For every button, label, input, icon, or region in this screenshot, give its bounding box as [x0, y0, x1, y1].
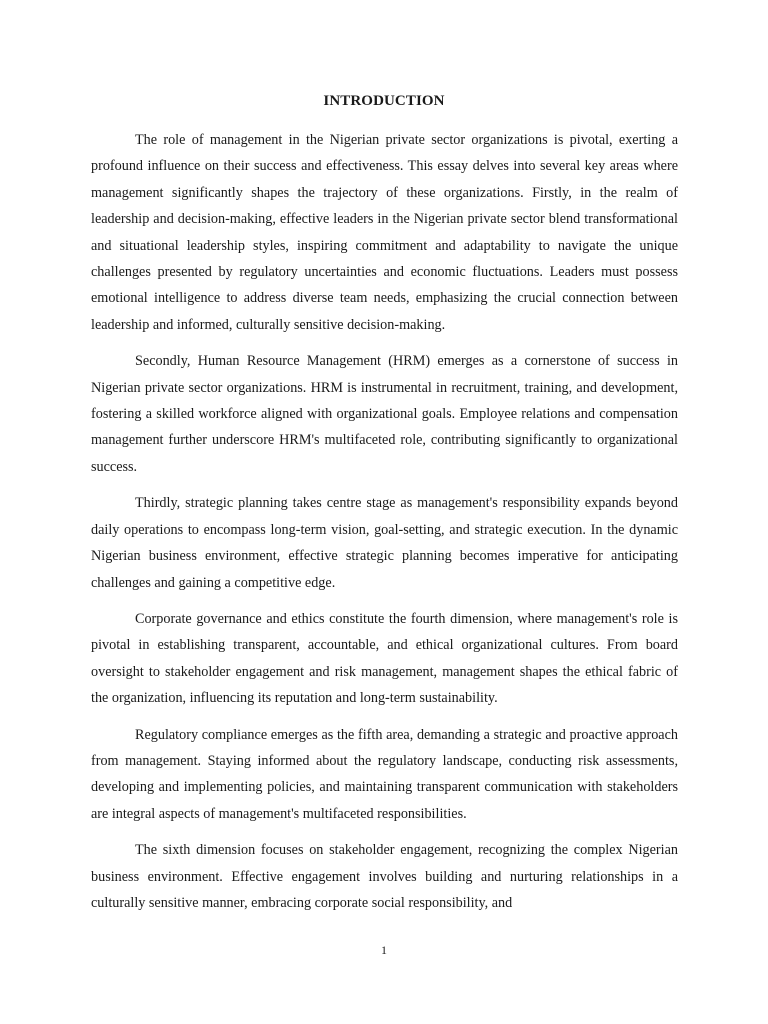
paragraph-strategic-planning: Thirdly, strategic planning takes centre stage as management's responsibility expands beyond daily operations to encompass long-term vision, goal-setting, and strategic execution. In the dynamic Nigerian business environment, effective strategic planning becomes imperative for anticipating challenges and gaining a competitive edge. [91, 495, 678, 591]
paragraph-stakeholder-engagement: The sixth dimension focuses on stakeholder engagement, recognizing the complex Nigerian business environment. Effective engagement involves building and nurturing relationships in a culturally sensitive manner, embracing corporate social responsibility, and [91, 842, 678, 911]
paragraph-hrm: Secondly, Human Resource Management (HRM) emerges as a cornerstone of success in Nigerian private sector organizations. HRM is instrumental in recruitment, training, and development, fostering a skilled workforce aligned with organizational goals. Employee relations and compensation management further underscore HRM's multifaceted role, contributing significantly to organizational success. [91, 353, 678, 475]
paragraph-regulatory-compliance: Regulatory compliance emerges as the fifth area, demanding a strategic and proactive approach from management. Staying informed about the regulatory landscape, conducting risk assessments, developing and implementing policies, and maintaining transparent communication with stakeholders are integral aspects of management's multifaceted responsibilities. [91, 726, 678, 822]
page-number: 1 [381, 943, 387, 957]
paragraph-corporate-governance: Corporate governance and ethics constitute the fourth dimension, where management's role is pivotal in establishing transparent, accountable, and ethical organizational cultures. From board oversight to stakeholder engagement and risk management, management shapes the ethical fabric of the organization, influencing its reputation and long-term sustainability. [91, 610, 678, 707]
page-title: INTRODUCTION [323, 93, 445, 109]
paragraph-intro: The role of management in the Nigerian private sector organizations is pivotal, exerting a profound influence on their success and effectiveness. This essay delves into several key areas where management significantly shapes the trajectory of these organizations. Firstly, in the realm of leadership and decision-making, effective leaders in the Nigerian private sector blend transformational and situational leadership styles, inspiring commitment and adaptability to navigate the unique challenges presented by regulatory uncertainties and economic fluctuations. Leaders must possess emotional intelligence to address diverse team needs, emphasizing the crucial connection between leadership and informed, culturally sensitive decision-making. [91, 132, 678, 333]
document-body [91, 127, 678, 926]
